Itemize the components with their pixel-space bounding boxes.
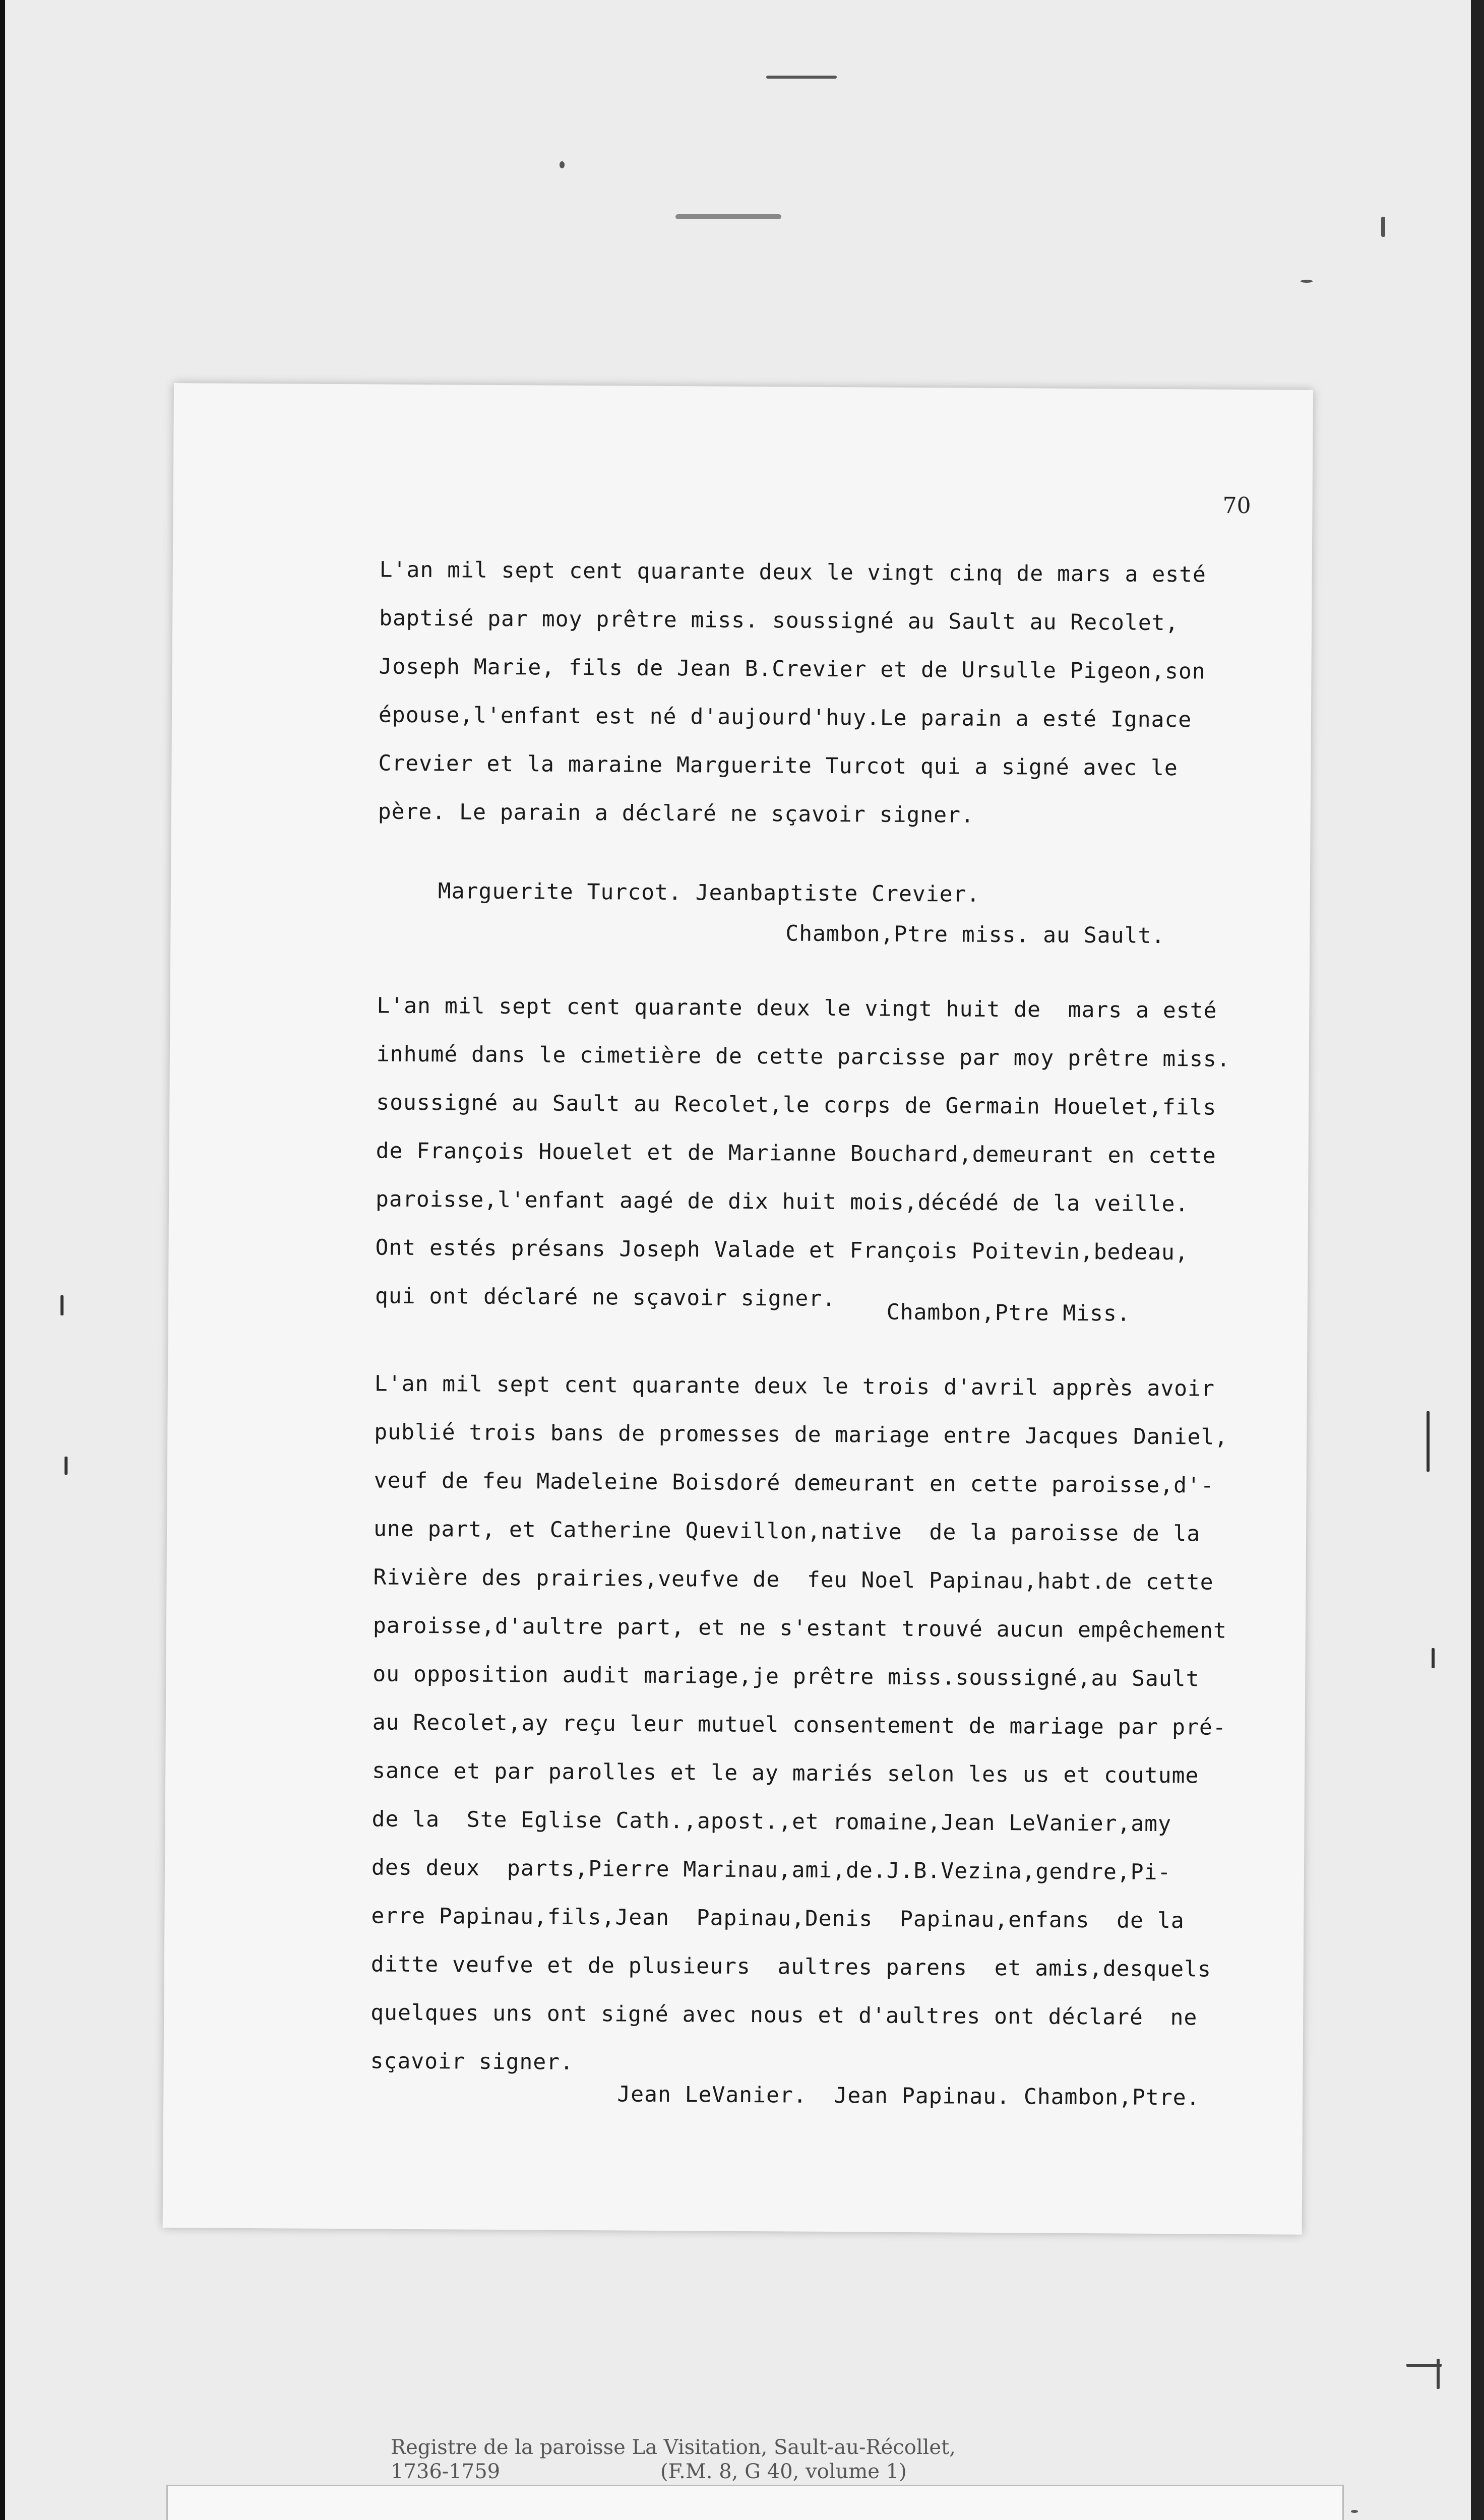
entry-line: paroisse,d'aultre part, et ne s'estant trouvé aucun empêchement	[373, 1613, 1227, 1644]
entry-line: Crevier et la maraine Marguerite Turcot qui a signé avec le	[378, 750, 1178, 781]
entry-line: de la Ste Eglise Cath.,apost.,et romaine,Jean LeVanier,amy	[372, 1806, 1172, 1837]
entry-line: au Recolet,ay reçu leur mutuel consentement de mariage par pré-	[372, 1710, 1226, 1740]
film-edge-left	[0, 0, 5, 2520]
entry-line: qui ont déclaré ne sçavoir signer.	[375, 1283, 836, 1312]
archive-caption	[391, 2435, 956, 2484]
entry-line: publié trois bans de promesses de mariage entre Jacques Daniel,	[374, 1419, 1228, 1450]
entry-line: des deux parts,Pierre Marinau,ami,de.J.B.Vezina,gendre,Pi-	[371, 1855, 1171, 1885]
entry-line: L'an mil sept cent quarante deux le vingt huit de mars a esté	[377, 993, 1217, 1024]
entry-line: inhumé dans le cimetière de cette parcisse par moy prêtre miss.	[376, 1041, 1230, 1072]
entry-line: Rivière des prairies,veufve de feu Noel Papinau,habt.de cette	[373, 1564, 1214, 1595]
register-entry-burial	[375, 981, 1294, 1326]
typed-document-page	[163, 383, 1313, 2235]
entry-line: L'an mil sept cent quarante deux le trois d'avril apprès avoir	[374, 1371, 1215, 1402]
entry-line: père. Le parain a déclaré ne sçavoir signer.	[378, 799, 975, 828]
entry-line: ditte veufve et de plusieurs aultres parens et amis,desquels	[370, 1951, 1212, 1982]
entry-line: une part, et Catherine Quevillon,native de la paroisse de la	[373, 1516, 1201, 1547]
entry-line: de François Houelet et de Marianne Bouchard,demeurant en cette	[376, 1138, 1216, 1169]
entry-line: sçavoir signer.	[370, 2048, 574, 2075]
signature-line: Chambon,Ptre miss. au Sault.	[785, 921, 1165, 949]
entry-line: soussigné au Sault au Recolet,le corps de Germain Houelet,fils	[376, 1090, 1217, 1120]
entry-line: Ont estés présans Joseph Valade et François Poitevin,bedeau,	[375, 1235, 1189, 1266]
caption-line: 1736-1759 (F.M. 8, G 40, volume 1)	[391, 2460, 907, 2483]
signature-line: Chambon,Ptre Miss.	[886, 1299, 1131, 1327]
signature-line: Jean LeVanier. Jean Papinau. Chambon,Ptre.	[617, 2082, 1200, 2111]
entry-line: ou opposition audit mariage,je prêtre miss.soussigné,au Sault	[373, 1661, 1200, 1692]
register-entry-baptism	[378, 545, 1297, 841]
entry-line: sance et par parolles et le ay mariés selon les us et coutume	[372, 1758, 1199, 1789]
page-number: 70	[1222, 492, 1251, 519]
entry-line: paroisse,l'enfant aagé de dix huit mois,décédé de la veille.	[375, 1186, 1189, 1217]
archives-label-card	[166, 2485, 1344, 2520]
entry-line: Joseph Marie, fils de Jean B.Crevier et de Ursulle Pigeon,son	[379, 654, 1206, 684]
entry-line: quelques uns ont signé avec nous et d'aultres ont déclaré ne	[370, 2000, 1198, 2031]
film-edge-right	[1471, 0, 1484, 2520]
entry-line: L'an mil sept cent quarante deux le vingt cinq de mars a esté	[379, 557, 1207, 588]
caption-line: Registre de la paroisse La Visitation, Sault-au-Récollet,	[391, 2436, 956, 2459]
entry-line: veuf de feu Madeleine Boisdoré demeurant en cette paroisse,d'-	[374, 1468, 1214, 1498]
register-entry-marriage	[370, 1359, 1292, 2091]
entry-line: épouse,l'enfant est né d'aujourd'huy.Le parain a esté Ignace	[378, 702, 1192, 733]
entry-line: baptisé par moy prêtre miss. soussigné au Sault au Recolet,	[379, 605, 1179, 636]
signature-line: Marguerite Turcot. Jeanbaptiste Crevier.	[438, 878, 980, 907]
entry-line: erre Papinau,fils,Jean Papinau,Denis Papinau,enfans de la	[371, 1903, 1185, 1934]
